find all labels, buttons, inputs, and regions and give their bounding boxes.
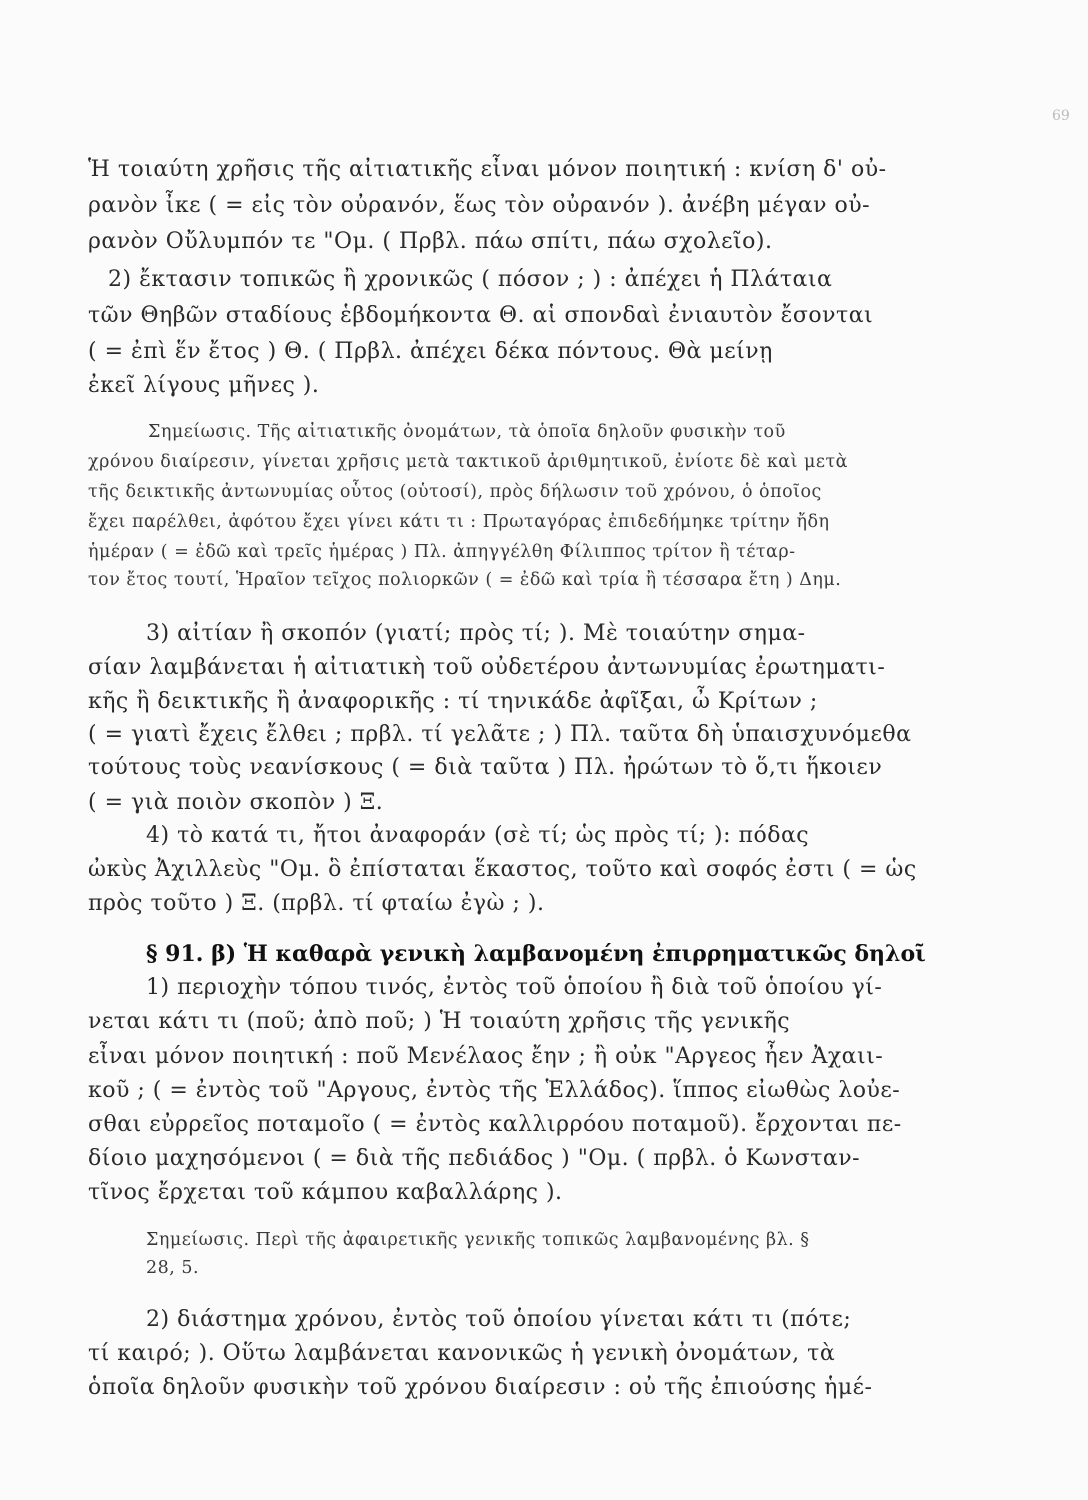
text-line: τῖνος ἔρχεται τοῦ κάμπου καβαλλάρης ). (88, 1180, 563, 1205)
text-line: ὁποῖα δηλοῦν φυσικὴν τοῦ χρόνου διαίρεσιν : οὐ τῆς ἐπιούσης ἡμέ- (88, 1375, 873, 1400)
text-line: 1) περιοχὴν τόπου τινός, ἐντὸς τοῦ ὁποίου ἢ διὰ τοῦ ὁποίου γί- (146, 975, 883, 1000)
note-line: ἔχει παρέλθει, ἀφότου ἔχει γίνει κάτι τι : Πρωταγόρας ἐπιδεδήμηκε τρίτην ἤδη (88, 512, 830, 532)
note-line: χρόνου διαίρεσιν, γίνεται χρῆσις μετὰ τακτικοῦ ἀριθμητικοῦ, ἐνίοτε δὲ καὶ μετὰ (88, 452, 848, 472)
text-line: δίοιο μαχησόμενοι ( = διὰ τῆς πεδιάδος ) "Ομ. ( πρβλ. ὁ Κωνσταν- (88, 1146, 861, 1171)
text-line: νεται κάτι τι (ποῦ; ἀπὸ ποῦ; ) Ἡ τοιαύτη χρῆσις τῆς γενικῆς (88, 1009, 791, 1034)
text-line: τί καιρό; ). Οὕτω λαμβάνεται κανονικῶς ἡ γενικὴ ὀνομάτων, τὰ (88, 1341, 836, 1366)
text-line: εἶναι μόνον ποιητική : ποῦ Μενέλαος ἔην ; ἢ οὐκ "Αργεος ἦεν Ἀχαιι- (88, 1044, 884, 1069)
text-line: τούτους τοὺς νεανίσκους ( = διὰ ταῦτα ) Πλ. ἠρώτων τὸ ὅ,τι ἥκοιεν (88, 755, 883, 780)
text-line: ( = γιὰ ποιὸν σκοπὸν ) Ξ. (88, 790, 384, 815)
text-line: κῆς ἢ δεικτικῆς ἢ ἀναφορικῆς : τί τηνικάδε ἀφῖξαι, ὦ Κρίτων ; (88, 689, 818, 714)
text-line: 4) τὸ κατά τι, ἤτοι ἀναφοράν (σὲ τί; ὡς πρὸς τί; ): πόδας (146, 823, 810, 848)
text-line: ἐκεῖ λίγους μῆνες ). (88, 373, 320, 398)
text-line: ( = γιατὶ ἔχεις ἔλθει ; πρβλ. τί γελᾶτε ; ) Πλ. ταῦτα δὴ ὑπαισχυνόμεθα (88, 722, 912, 747)
page-number: 69 (1052, 108, 1070, 124)
note-line: τῆς δεικτικῆς ἀντωνυμίας οὗτος (οὑτοσί), πρὸς δήλωσιν τοῦ χρόνου, ὁ ὁποῖος (88, 482, 822, 502)
note-line: Σημείωσις. Τῆς αἰτιατικῆς ὀνομάτων, τὰ ὁποῖα δηλοῦν φυσικὴν τοῦ (148, 422, 786, 442)
text-line: 2) ἔκτασιν τοπικῶς ἢ χρονικῶς ( πόσον ; ) : ἀπέχει ἡ Πλάταια (108, 267, 833, 292)
text-line: ρανὸν Οὔλυμπόν τε "Ομ. ( Πρβλ. πάω σπίτι, πάω σχολεῖο). (88, 229, 773, 254)
text-line: ὠκὺς Ἀχιλλεὺς "Ομ. ὃ ἐπίσταται ἕκαστος, τοῦτο καὶ σοφός ἐστι ( = ὡς (88, 857, 917, 882)
text-line: τῶν Θηβῶν σταδίους ἑβδομήκοντα Θ. αἱ σπονδαὶ ἐνιαυτὸν ἔσονται (88, 303, 874, 328)
note-line: ἡμέραν ( = ἐδῶ καὶ τρεῖς ἡμέρας ) Πλ. ἀπηγγέλθη Φίλιππος τρίτον ἢ τέταρ- (88, 542, 796, 562)
note-line: Σημείωσις. Περὶ τῆς ἀφαιρετικῆς γενικῆς τοπικῶς λαμβανομένης βλ. § (146, 1230, 810, 1250)
text-line: 3) αἰτίαν ἢ σκοπόν (γιατί; πρὸς τί; ). Μὲ τοιαύτην σημα- (146, 621, 806, 646)
note-line: τον ἔτος τουτί, Ἡραῖον τεῖχος πολιορκῶν ( = ἐδῶ καὶ τρία ἢ τέσσαρα ἔτη ) Δημ. (88, 570, 842, 590)
text-line: Ἡ τοιαύτη χρῆσις τῆς αἰτιατικῆς εἶναι μόνον ποιητική : κνίση δ' οὐ- (88, 157, 887, 182)
text-line: πρὸς τοῦτο ) Ξ. (πρβλ. τί φταίω ἐγὼ ; ). (88, 891, 545, 916)
text-line: κοῦ ; ( = ἐντὸς τοῦ "Αργους, ἐντὸς τῆς Ἑλλάδος). ἵππος εἰωθὼς λοὐε- (88, 1078, 901, 1103)
text-line: σθαι εὐρρεῖος ποταμοῖο ( = ἐντὸς καλλιρρόου ποταμοῦ). ἔρχονται πε- (88, 1112, 902, 1137)
text-line: ( = ἐπὶ ἕν ἔτος ) Θ. ( Πρβλ. ἀπέχει δέκα πόντους. Θὰ μείνῃ (88, 339, 773, 364)
text-line: ρανὸν ἶκε ( = εἰς τὸν οὐρανόν, ἕως τὸν οὐρανόν ). ἀνέβη μέγαν οὐ- (88, 193, 871, 218)
text-line: 2) διάστημα χρόνου, ἐντὸς τοῦ ὁποίου γίνεται κάτι τι (πότε; (146, 1307, 852, 1332)
note-line: 28, 5. (146, 1258, 200, 1278)
section-heading: § 91. β) Ἡ καθαρὰ γενικὴ λαμβανομένη ἐπιρρηματικῶς δηλοῖ (146, 941, 926, 967)
text-line: σίαν λαμβάνεται ἡ αἰτιατικὴ τοῦ οὐδετέρου ἀντωνυμίας ἐρωτηματι- (88, 655, 886, 680)
